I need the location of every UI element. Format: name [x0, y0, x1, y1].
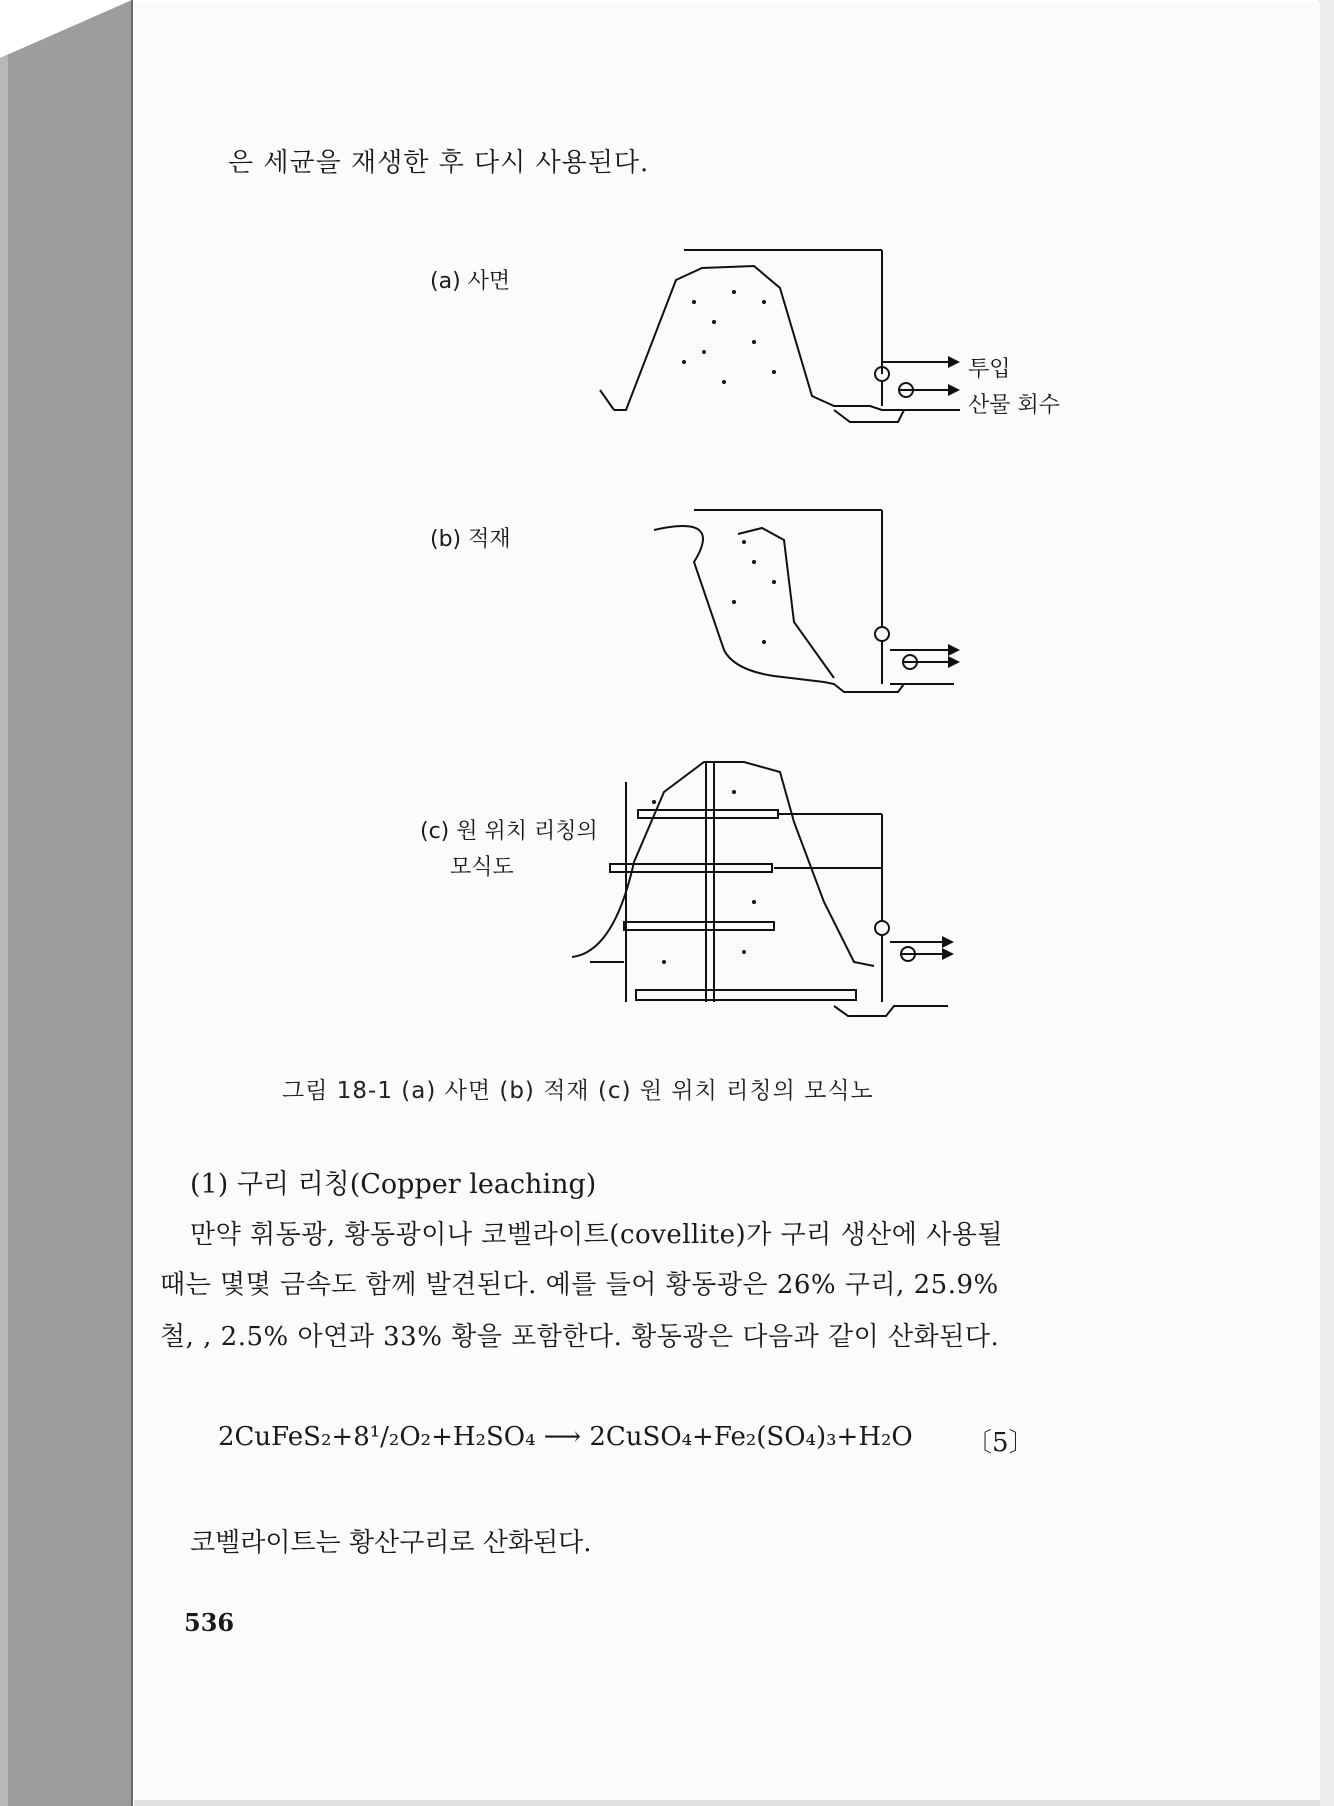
paragraph-line-2: 때는 몇몇 금속도 함께 발견된다. 예를 들어 황동광은 26% 구리, 25.9% — [160, 1270, 999, 1300]
page-number: 536 — [184, 1608, 235, 1637]
product-recovery-label: 산물 회수 — [968, 393, 1061, 418]
paragraph-line-1: 만약 휘동광, 황동광이나 코벨라이트(covellite)가 구리 생산에 사용될 — [190, 1220, 1003, 1250]
paragraph-line-3: 철, , 2.5% 아연과 33% 황을 포함한다. 황동광은 다음과 같이 산화된다. — [160, 1322, 1000, 1352]
diagram-a-label: (a) 사면 — [430, 269, 511, 294]
diagram-c-in-situ-leaching — [572, 762, 948, 1016]
diagram-a-heap-leaching — [600, 250, 960, 422]
diagram-b-label: (b) 적재 — [430, 527, 511, 552]
section-heading: (1) 구리 리칭(Copper leaching) — [190, 1169, 597, 1200]
equation-number: 〔5〕 — [966, 1428, 1035, 1458]
intro-line: 은 세균을 재생한 후 다시 사용된다. — [228, 148, 650, 178]
closing-line: 코벨라이트는 황산구리로 산화된다. — [190, 1528, 592, 1558]
figure-caption: 그림 18-1 (a) 사면 (b) 적재 (c) 원 위치 리칭의 모식노 — [282, 1078, 874, 1104]
diagram-c-label: (c) 원 위치 리칭의 — [420, 819, 598, 844]
diagram-b-dump-leaching — [654, 510, 954, 692]
diagram-c-label-line2: 모식도 — [450, 855, 514, 880]
input-label: 투입 — [968, 357, 1011, 382]
chemical-equation: 2CuFeS₂+8¹/₂O₂+H₂SO₄ ⟶ 2CuSO₄+Fe₂(SO₄)₃+H₂O — [218, 1422, 913, 1452]
